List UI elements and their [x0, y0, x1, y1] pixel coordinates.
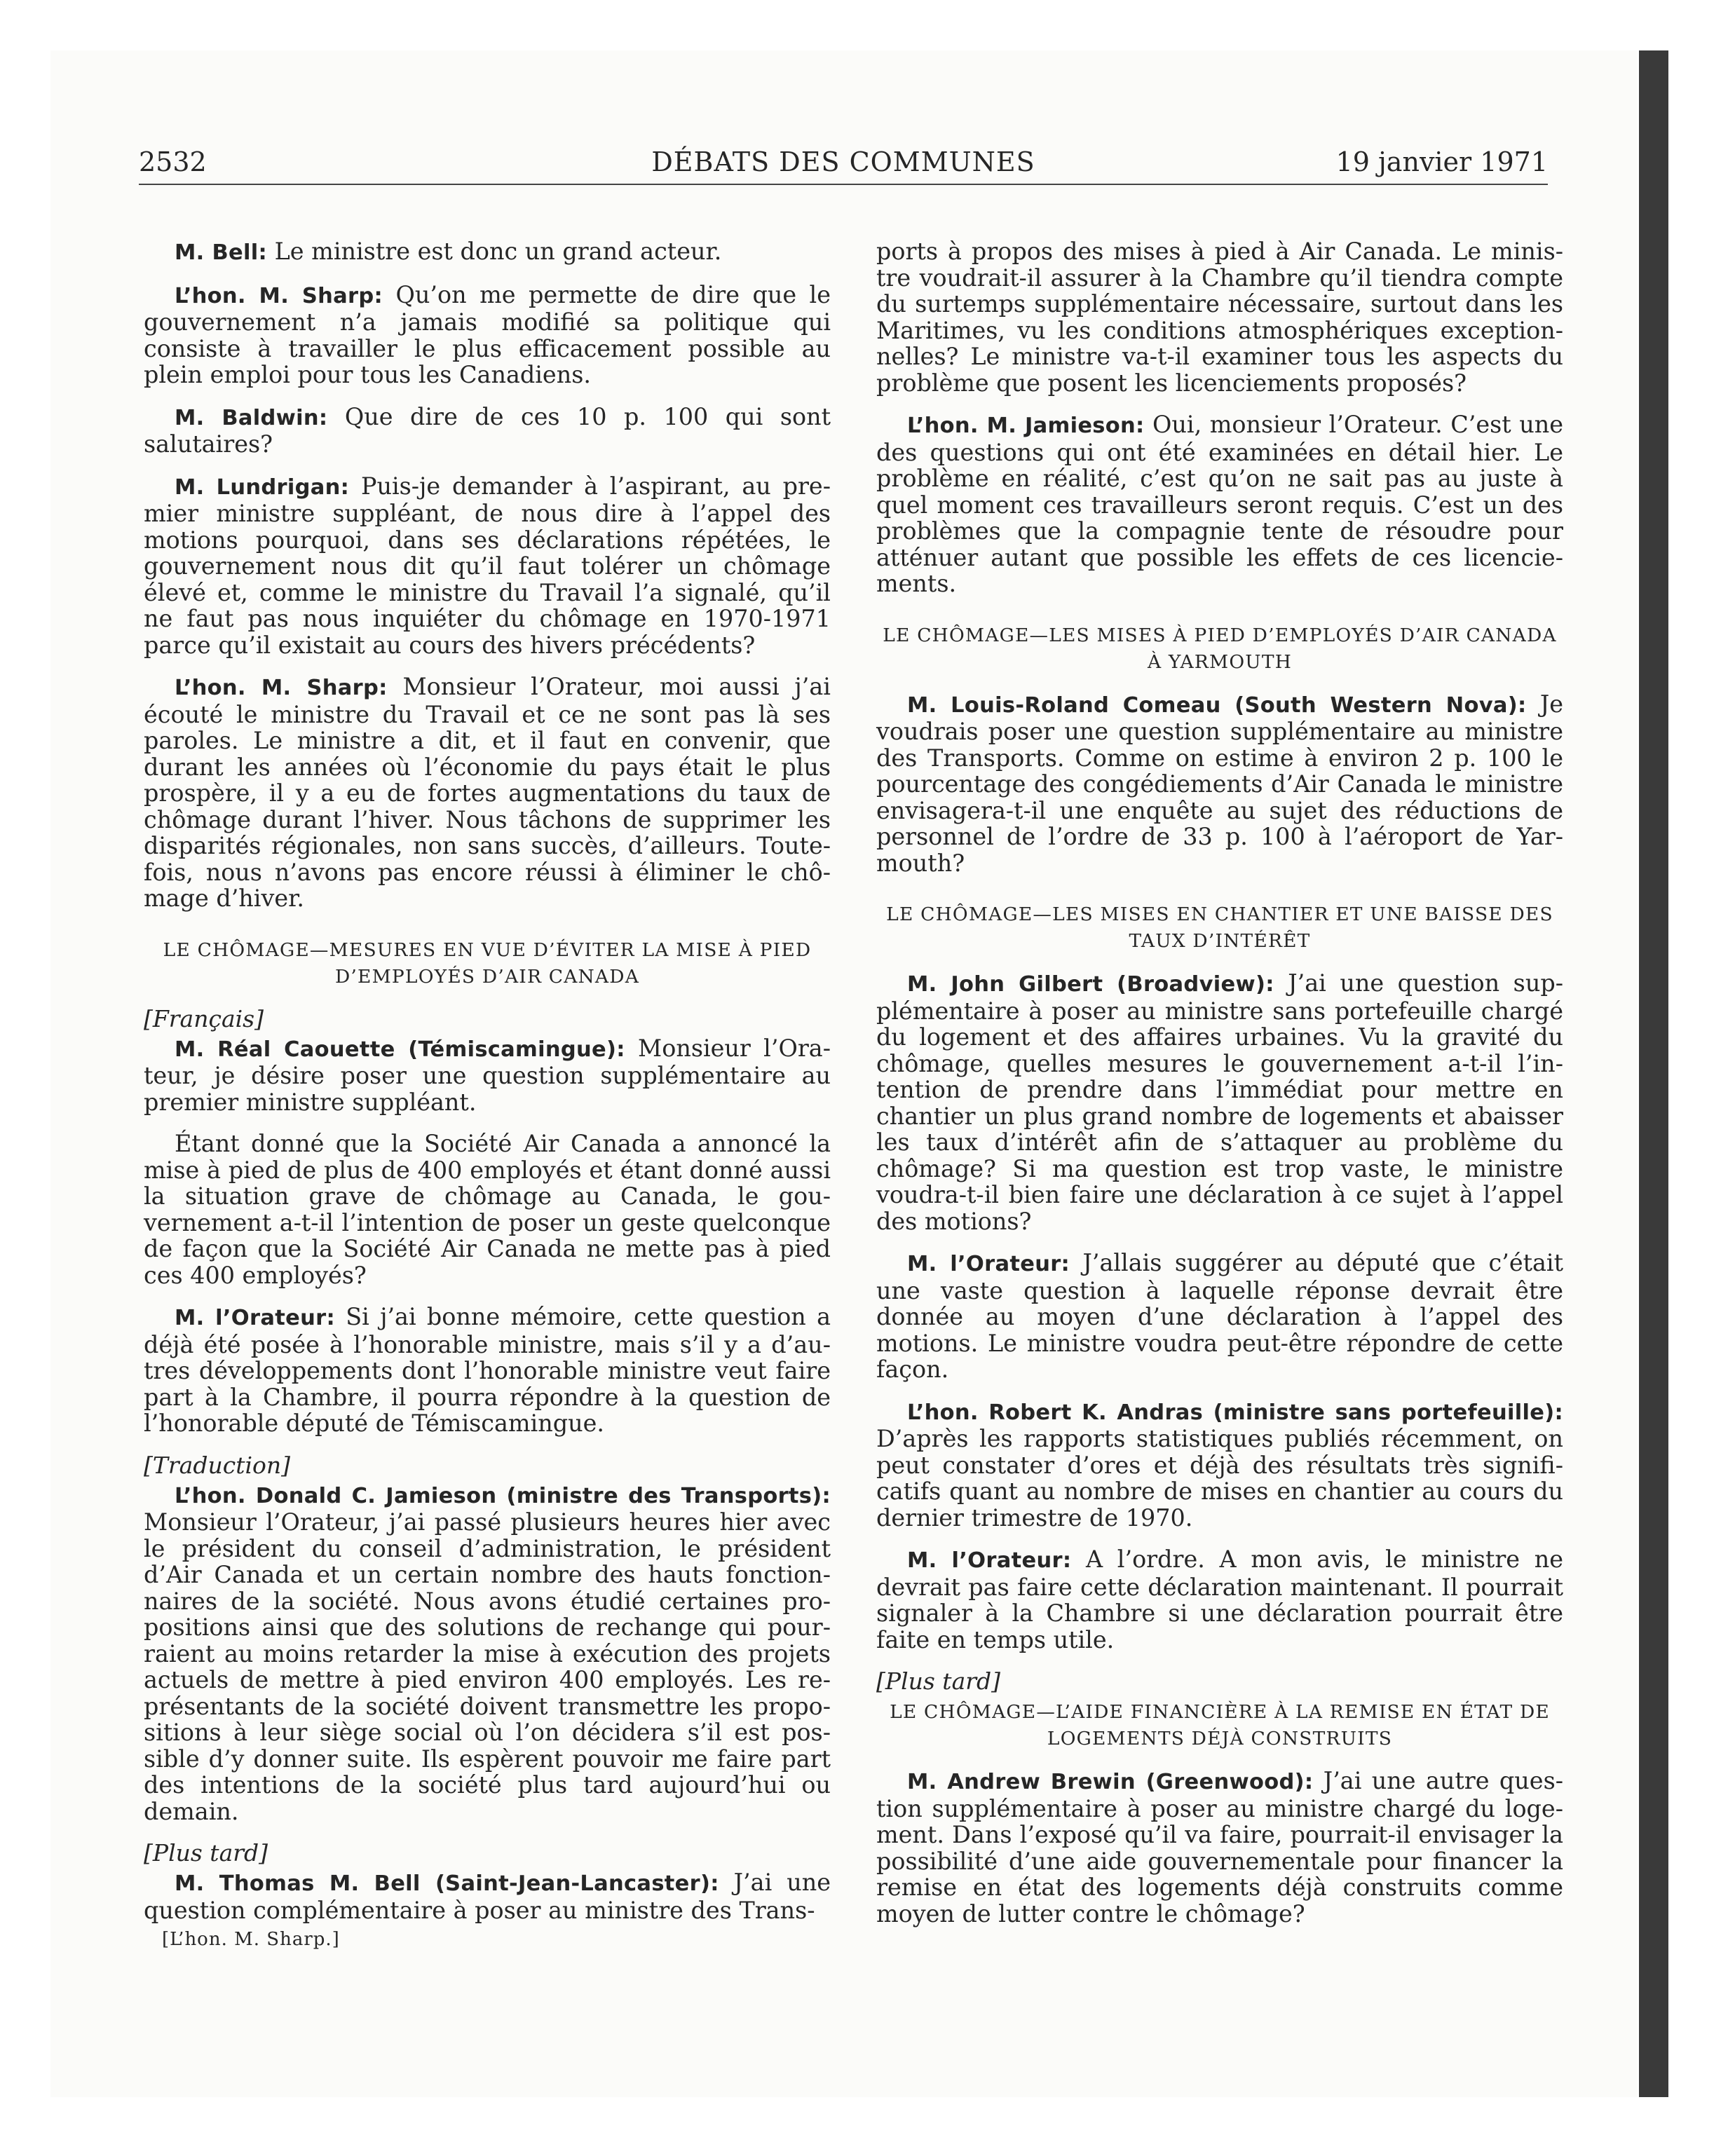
paragraph [876, 1398, 1563, 1531]
speech-text: J’ai une autre question supplémentaire à poser au ministre chargé du logement. Dans l’exposé qu’il va faire, pourrait-il envisager la possibilité d’une aide gouvernementale pour financer la remise en état des logements déjà construits comme moyen de lutter contre le chômage? [876, 1767, 1564, 1928]
paragraph [876, 411, 1563, 597]
speaker-name: L’hon. M. Jamieson: [907, 414, 1145, 438]
issue-date: 19 janvier 1971 [1335, 146, 1548, 177]
section-heading: LE CHÔMAGE—LES MISES À PIED D’EMPLOYÉS D’AIR CANADA À YARMOUTH [883, 624, 1557, 673]
language-tag: [Plus tard] [144, 1839, 268, 1867]
paragraph [144, 282, 831, 388]
language-tag: [Plus tard] [876, 1667, 1001, 1695]
scan-edge-bar [1639, 50, 1668, 2097]
paragraph [876, 1250, 1563, 1383]
speech-text: D’après les rapports statistiques publiés récemment, on peut constater d’ores et déjà des résultats très significatifs quant au nombre de mises en chantier au cours du dernier trimestre de 1970. [876, 1425, 1563, 1531]
speech-text: J’ai une question supplémentaire à poser au ministre sans portefeuille chargé du logement et des affaires urbaines. Vu la gravité du chômage, quelles mesures le gouvernement a-t-il l’intention de prendre dans l’immédiat pour mettre en chantier un plus grand nombre de logements et abaisser les taux d’intérêt afin de s’attaquer au problème du chômage? Si ma question est trop vaste, le ministre voudra-t-il bien faire une déclaration à ce sujet à l’appel des motions? [876, 969, 1563, 1235]
paragraph [144, 674, 831, 912]
page-number: 2532 [139, 146, 207, 177]
speech-text: J’allais suggérer au député que c’était une vaste question à laquelle réponse devrait être donnée au moyen d’une déclaration à l’appel des motions. Le ministre voudra peut-être répondre de cette façon. [876, 1249, 1564, 1383]
paragraph [876, 970, 1563, 1234]
paragraph [144, 404, 831, 458]
speaker-name: L’hon. Robert K. Andras (ministre sans portefeuille): [907, 1400, 1563, 1425]
paragraph [144, 1482, 831, 1825]
section-heading: LE CHÔMAGE—LES MISES EN CHANTIER ET UNE BAISSE DES TAUX D’INTÉRÊT [886, 903, 1553, 952]
speaker-name: M. Lundrigan: [175, 475, 350, 500]
paragraph [876, 1546, 1563, 1653]
speaker-name: M. Thomas M. Bell (Saint-Jean-Lancaster): [175, 1871, 719, 1896]
section-heading: LE CHÔMAGE—MESURES EN VUE D’ÉVITER LA MISE À PIED D’EMPLOYÉS D’AIR CANADA [163, 939, 812, 988]
paragraph: ports à propos des mises à pied à Air Canada. Le ministre voudrait-il assurer à la Chambre qu’il tiendra compte du surtemps supplémentaire nécessaire, surtout dans les Maritimes, vu les conditions atmosphériques exceptionnelles? Le ministre va-t-il examiner tous les aspects du problème que posent les licenciements proposés? [876, 238, 1563, 397]
speaker-name: L’hon. M. Sharp: [175, 676, 388, 700]
page-footer-note: [L’hon. M. Sharp.] [162, 1929, 340, 1950]
speech-text: Si j’ai bonne mémoire, cette question a déjà été posée à l’honorable ministre, mais s’il y a d’autres développements dont l’honorable ministre veut faire part à la Chambre, il pourra répondre à la question de l’honorable député de Témiscamingue. [144, 1303, 831, 1437]
section-heading: LE CHÔMAGE—L’AIDE FINANCIÈRE À LA REMISE EN ÉTAT DE LOGEMENTS DÉJÀ CONSTRUITS [890, 1701, 1550, 1749]
speaker-name: M. John Gilbert (Broadview): [907, 972, 1274, 997]
left-column [144, 238, 831, 1951]
speaker-name: M. Bell: [175, 240, 267, 265]
speech-text: Le ministre est donc un grand acteur. [267, 238, 722, 265]
right-column [876, 238, 1563, 1942]
speech-text: Je voudrais poser une question supplémentaire au ministre des Transports. Comme on estime à environ 2 p. 100 le pourcentage des congédiements d’Air Canada le ministre envisagera-t-il une enquête au sujet des réductions de personnel de l’ordre de 33 p. 100 à l’aéroport de Yarmouth? [876, 690, 1563, 877]
speech-text: Qu’on me permette de dire que le gouvernement n’a jamais modifié sa politique qui consiste à travailler le plus efficacement possible au plein emploi pour tous les Canadiens. [144, 280, 831, 388]
speaker-name: M. Louis-Roland Comeau (South Western Nova): [907, 692, 1527, 718]
paragraph [144, 1304, 831, 1437]
paragraph [144, 1869, 831, 1923]
speech-text: Que dire de ces 10 p. 100 qui sont salutaires? [144, 402, 831, 458]
speaker-name: M. l’Orateur: [175, 1306, 335, 1330]
speaker-name: M. l’Orateur: [907, 1252, 1070, 1276]
speaker-name: M. Andrew Brewin (Greenwood): [907, 1770, 1314, 1794]
speaker-name: L’hon. Donald C. Jamieson (ministre des Transports): [175, 1483, 831, 1508]
speech-text: Monsieur l’Orateur, j’ai passé plusieurs heures hier avec le président du conseil d’administration, le président d’Air Canada et un certain nombre des hauts fonctionnaires de la société. Nous avons étudié certaines propositions ainsi que des solutions de rechange qui pourraient au moins retarder la mise à exécution des projets actuels de mettre à pied environ 400 employés. Les représentants de la société doivent transmettre les propositions à leur siège social où l’on décidera s’il est possible d’y donner suite. Ils espèrent pouvoir me faire part des intentions de la société plus tard aujourd’hui ou demain. [144, 1508, 831, 1825]
paragraph [876, 691, 1563, 877]
speaker-name: M. Réal Caouette (Témiscamingue): [175, 1037, 625, 1062]
speech-text: J’ai une question complémentaire à poser au ministre des Trans- [144, 1869, 831, 1924]
running-header [139, 143, 1548, 185]
journal-title: DÉBATS DES COMMUNES [651, 146, 1035, 177]
paragraph [144, 238, 831, 266]
speaker-name: L’hon. M. Sharp: [175, 283, 383, 308]
paragraph [144, 473, 831, 659]
speech-text: Monsieur l’Orateur, moi aussi j’ai écouté le ministre du Travail et ce ne sont pas là ses paroles. Le ministre a dit, et il faut en convenir, que durant les années où l’économie du pays était le plus prospère, il y a eu de fortes augmentations du taux de chômage durant l’hiver. Nous tâchons de supprimer les disparités régionales, non sans succès, d’ailleurs. Toutefois, nous n’avons pas encore réussi à éliminer le chômage d’hiver. [144, 673, 831, 912]
language-tag: [Traduction] [144, 1451, 291, 1479]
speech-text: Oui, monsieur l’Orateur. C’est une des questions qui ont été examinées en détail hier. Le problème en réalité, c’est qu’on ne sait pas au juste à quel moment ces travailleurs seront requis. C’est un des problèmes que la compagnie tente de résoudre pour atténuer autant que possible les effets de ces licenciements. [876, 411, 1563, 597]
paragraph: Étant donné que la Société Air Canada a annoncé la mise à pied de plus de 400 employés et étant donné aussi la situation grave de chômage au Canada, le gouvernement a-t-il l’intention de poser un geste quelconque de façon que la Société Air Canada ne mette pas à pied ces 400 employés? [144, 1130, 831, 1289]
speech-text: Puis-je demander à l’aspirant, au premier ministre suppléant, de nous dire à l’appel des motions pourquoi, dans ses déclarations répétées, le gouvernement nous dit qu’il faut tolérer un chômage élevé et, comme le ministre du Travail l’a signalé, qu’il ne faut pas nous inquiéter du chômage en 1970-1971 parce qu’il existait au cours des hivers précédents? [144, 472, 831, 659]
speech-text: A l’ordre. A mon avis, le ministre ne devrait pas faire cette déclaration maintenant. Il pourrait signaler à la Chambre si une déclaration pourrait être faite en temps utile. [876, 1546, 1563, 1653]
speaker-name: M. Baldwin: [175, 405, 328, 430]
paragraph [876, 1768, 1563, 1927]
speaker-name: M. l’Orateur: [907, 1548, 1072, 1573]
speech-text: Monsieur l’Orateur, je désire poser une question supplémentaire au premier ministre suppléant. [144, 1034, 831, 1116]
paragraph [144, 1035, 831, 1116]
language-tag: [Français] [144, 1004, 264, 1032]
